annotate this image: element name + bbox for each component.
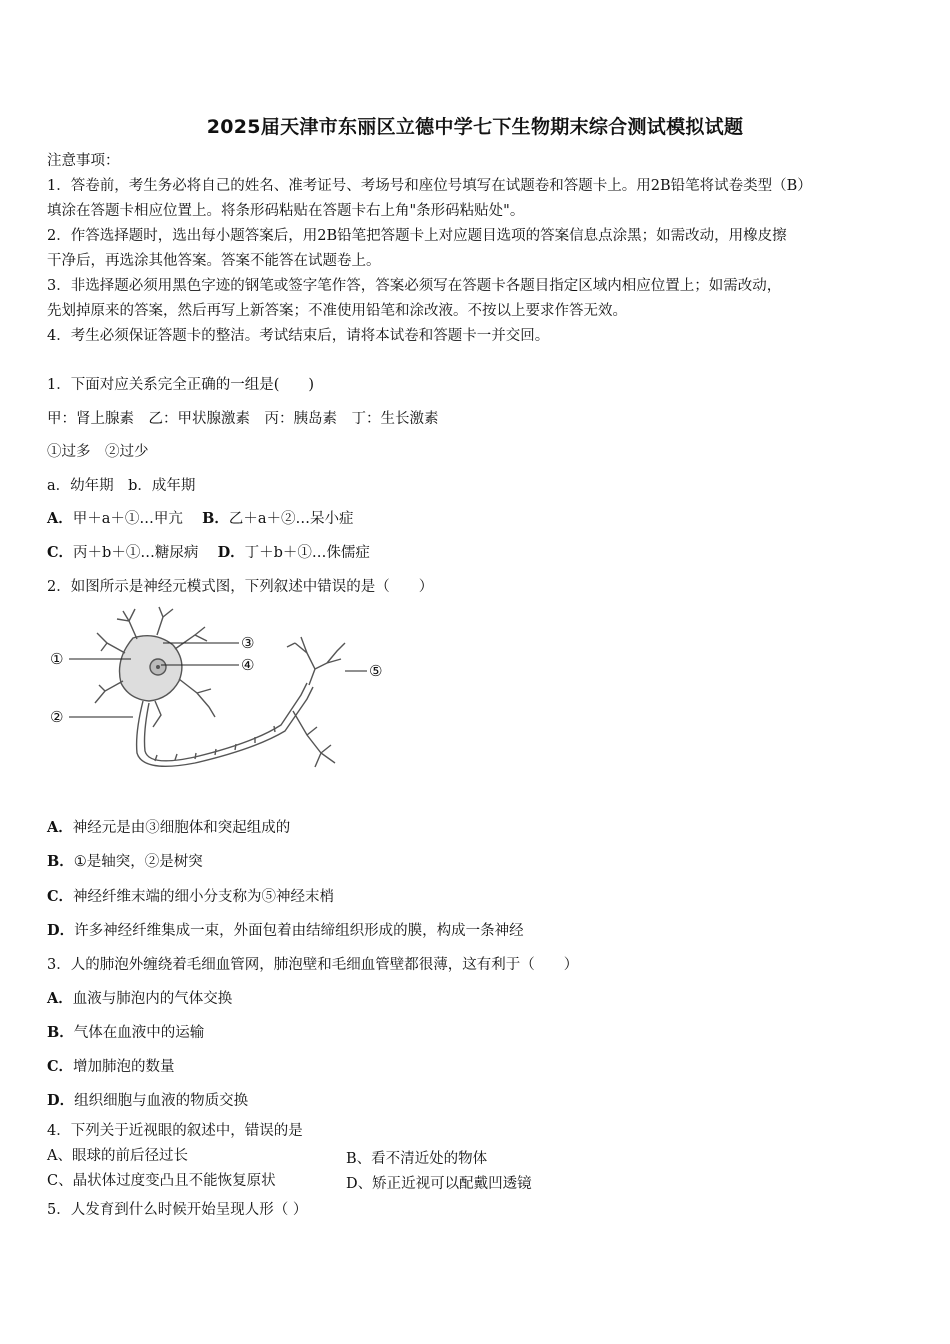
option-label: D． <box>47 1092 75 1109</box>
option-label: B． <box>202 510 229 527</box>
option-text: 神经元是由③细胞体和突起组成的 <box>72 820 291 836</box>
q3-option-b <box>47 1024 204 1042</box>
option-label: D． <box>47 922 75 939</box>
notice-line: 填涂在答题卡相应位置上。将条形码粘贴在答题卡右上角"条形码粘贴处"。 <box>47 203 525 219</box>
q1-options-ab <box>47 510 354 528</box>
q4-option-d: D、矫正近视可以配戴凹透镜 <box>346 1176 532 1192</box>
option-text: 神经纤维末端的细小分支称为⑤神经末梢 <box>73 889 335 905</box>
q3-option-a <box>47 990 232 1008</box>
option-text: 增加肺泡的数量 <box>73 1059 175 1075</box>
option-label: B． <box>47 1024 74 1041</box>
q2-option-c <box>47 888 334 906</box>
q1-option-d: 丁＋b＋①…侏儒症 <box>244 545 370 561</box>
q1-hormones: 甲：肾上腺素 乙：甲状腺激素 丙：胰岛素 丁：生长激素 <box>47 411 439 427</box>
q2-stem: 2．如图所示是神经元模式图，下列叙述中错误的是（ ） <box>47 579 434 595</box>
option-label: A． <box>47 819 73 836</box>
option-label: B． <box>47 853 74 870</box>
notice-line: 2．作答选择题时，选出每小题答案后，用2B铅笔把答题卡上对应题目选项的答案信息点涂黑；如需改动，用橡皮擦 <box>47 228 787 244</box>
q1-option-c: 丙＋b＋①…糖尿病 <box>73 545 199 561</box>
q1-options-cd <box>47 544 370 562</box>
q4-stem: 4．下列关于近视眼的叙述中，错误的是 <box>47 1123 303 1139</box>
option-label: C． <box>47 1058 74 1075</box>
q1-stem: 1．下面对应关系完全正确的一组是( ) <box>47 377 315 393</box>
q5-stem: 5．人发育到什么时候开始呈现人形（ ） <box>47 1202 308 1218</box>
option-text: 许多神经纤维集成一束，外面包着由结缔组织形成的膜，构成一条神经 <box>74 923 524 939</box>
q4-option-c: C、晶状体过度变凸且不能恢复原状 <box>47 1173 276 1189</box>
notice-line: 4．考生必须保证答题卡的整洁。考试结束后，请将本试卷和答题卡一并交回。 <box>47 328 550 344</box>
q4-option-a: A、眼球的前后径过长 <box>47 1148 188 1164</box>
q1-option-b: 乙＋a＋②…呆小症 <box>228 511 354 527</box>
q3-option-c <box>47 1058 175 1076</box>
label-2: ② <box>50 708 64 726</box>
option-label: C． <box>47 544 74 561</box>
label-5: ⑤ <box>369 662 383 680</box>
label-4: ④ <box>241 656 255 674</box>
q3-stem: 3．人的肺泡外缠绕着毛细血管网，肺泡壁和毛细血管壁都很薄，这有利于（ ） <box>47 957 579 973</box>
q2-option-d <box>47 922 524 940</box>
q1-amount: ①过多 ②过少 <box>47 444 149 460</box>
option-label: D． <box>217 544 245 561</box>
label-1: ① <box>50 650 64 668</box>
option-label: A． <box>47 510 73 527</box>
q2-option-a <box>47 819 290 837</box>
q4-option-b: B、看不清近处的物体 <box>346 1151 488 1167</box>
option-text: ①是轴突，②是树突 <box>73 854 203 870</box>
notice-line: 先划掉原来的答案，然后再写上新答案；不准使用铅笔和涂改液。不按以上要求作答无效。 <box>47 303 627 319</box>
option-label: C． <box>47 888 74 905</box>
option-text: 气体在血液中的运输 <box>73 1025 205 1041</box>
option-label: A． <box>47 990 73 1007</box>
notice-line: 干净后，再选涂其他答案。答案不能答在试题卷上。 <box>47 253 381 269</box>
q3-option-d <box>47 1092 248 1110</box>
q1-option-a: 甲＋a＋①…甲亢 <box>72 511 183 527</box>
notice-heading: 注意事项： <box>47 153 120 169</box>
neuron-diagram <box>45 603 405 788</box>
q2-option-b <box>47 853 203 871</box>
q1-period: a．幼年期 b．成年期 <box>47 478 196 494</box>
page-title: 2025届天津市东丽区立德中学七下生物期末综合测试模拟试题 <box>206 116 744 138</box>
option-text: 血液与肺泡内的气体交换 <box>72 991 233 1007</box>
notice-line: 3．非选择题必须用黑色字迹的钢笔或签字笔作答，答案必须写在答题卡各题目指定区域内相应位置上；如需改动， <box>47 278 782 294</box>
notice-line: 1．答卷前，考生务必将自己的姓名、准考证号、考场号和座位号填写在试题卷和答题卡上。用2B铅笔将试卷类型（B） <box>47 178 812 194</box>
label-3: ③ <box>241 634 255 652</box>
option-text: 组织细胞与血液的物质交换 <box>74 1093 249 1109</box>
